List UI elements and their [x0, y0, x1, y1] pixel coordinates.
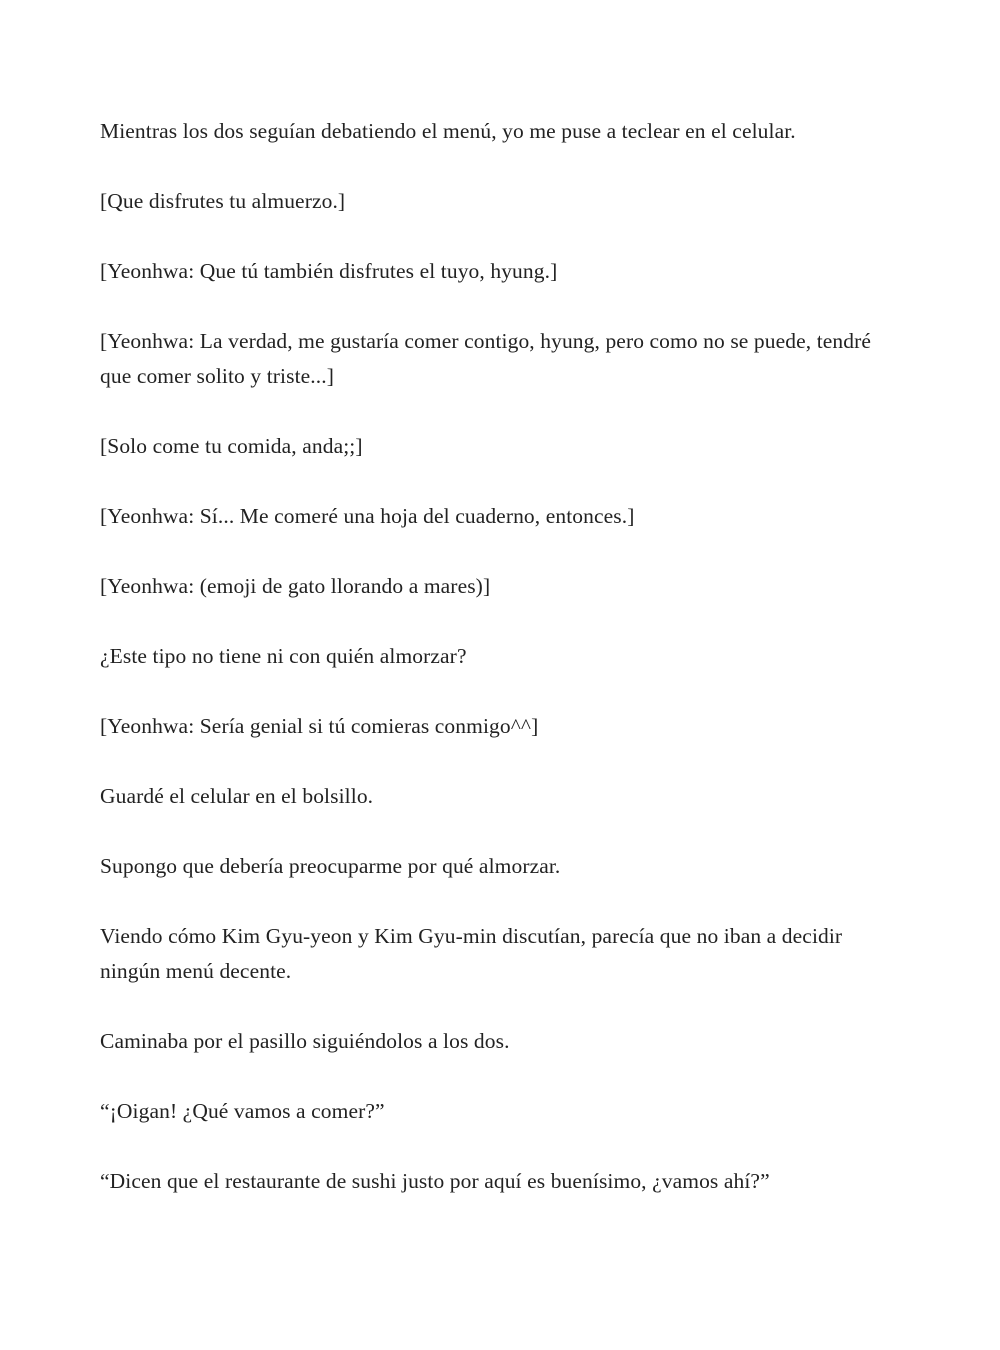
paragraph-message-received: [Yeonhwa: Que tú también disfrutes el tuyo, hyung.]: [100, 259, 558, 283]
paragraph-message-sent: [Que disfrutes tu almuerzo.]: [100, 189, 346, 213]
paragraph-message-received: [Yeonhwa: Sí... Me comeré una hoja del cuaderno, entonces.]: [100, 504, 635, 528]
paragraph-narration: Guardé el celular en el bolsillo.: [100, 784, 374, 808]
paragraph-dialogue: “Dicen que el restaurante de sushi justo por aquí es buenísimo, ¿vamos ahí?”: [100, 1169, 770, 1193]
paragraph-message-received: [Yeonhwa: (emoji de gato llorando a mares)]: [100, 574, 491, 598]
paragraph-message-sent: [Solo come tu comida, anda;;]: [100, 434, 363, 458]
paragraph-narration: ¿Este tipo no tiene ni con quién almorzar?: [100, 644, 467, 668]
paragraph-message-received: [Yeonhwa: Sería genial si tú comieras conmigo^^]: [100, 714, 539, 738]
paragraph-narration: Mientras los dos seguían debatiendo el menú, yo me puse a teclear en el celular.: [100, 119, 796, 143]
paragraph-narration: Viendo cómo Kim Gyu-yeon y Kim Gyu-min discutían, parecía que no iban a decidir ningún menú decente.: [100, 924, 843, 983]
paragraph-narration: Caminaba por el pasillo siguiéndolos a los dos.: [100, 1029, 510, 1053]
paragraph-dialogue: “¡Oigan! ¿Qué vamos a comer?”: [100, 1099, 385, 1123]
paragraph-message-received: [Yeonhwa: La verdad, me gustaría comer contigo, hyung, pero como no se puede, tendré que comer solito y triste...]: [100, 329, 872, 388]
document-body: [100, 114, 890, 1234]
paragraph-narration: Supongo que debería preocuparme por qué almorzar.: [100, 854, 561, 878]
